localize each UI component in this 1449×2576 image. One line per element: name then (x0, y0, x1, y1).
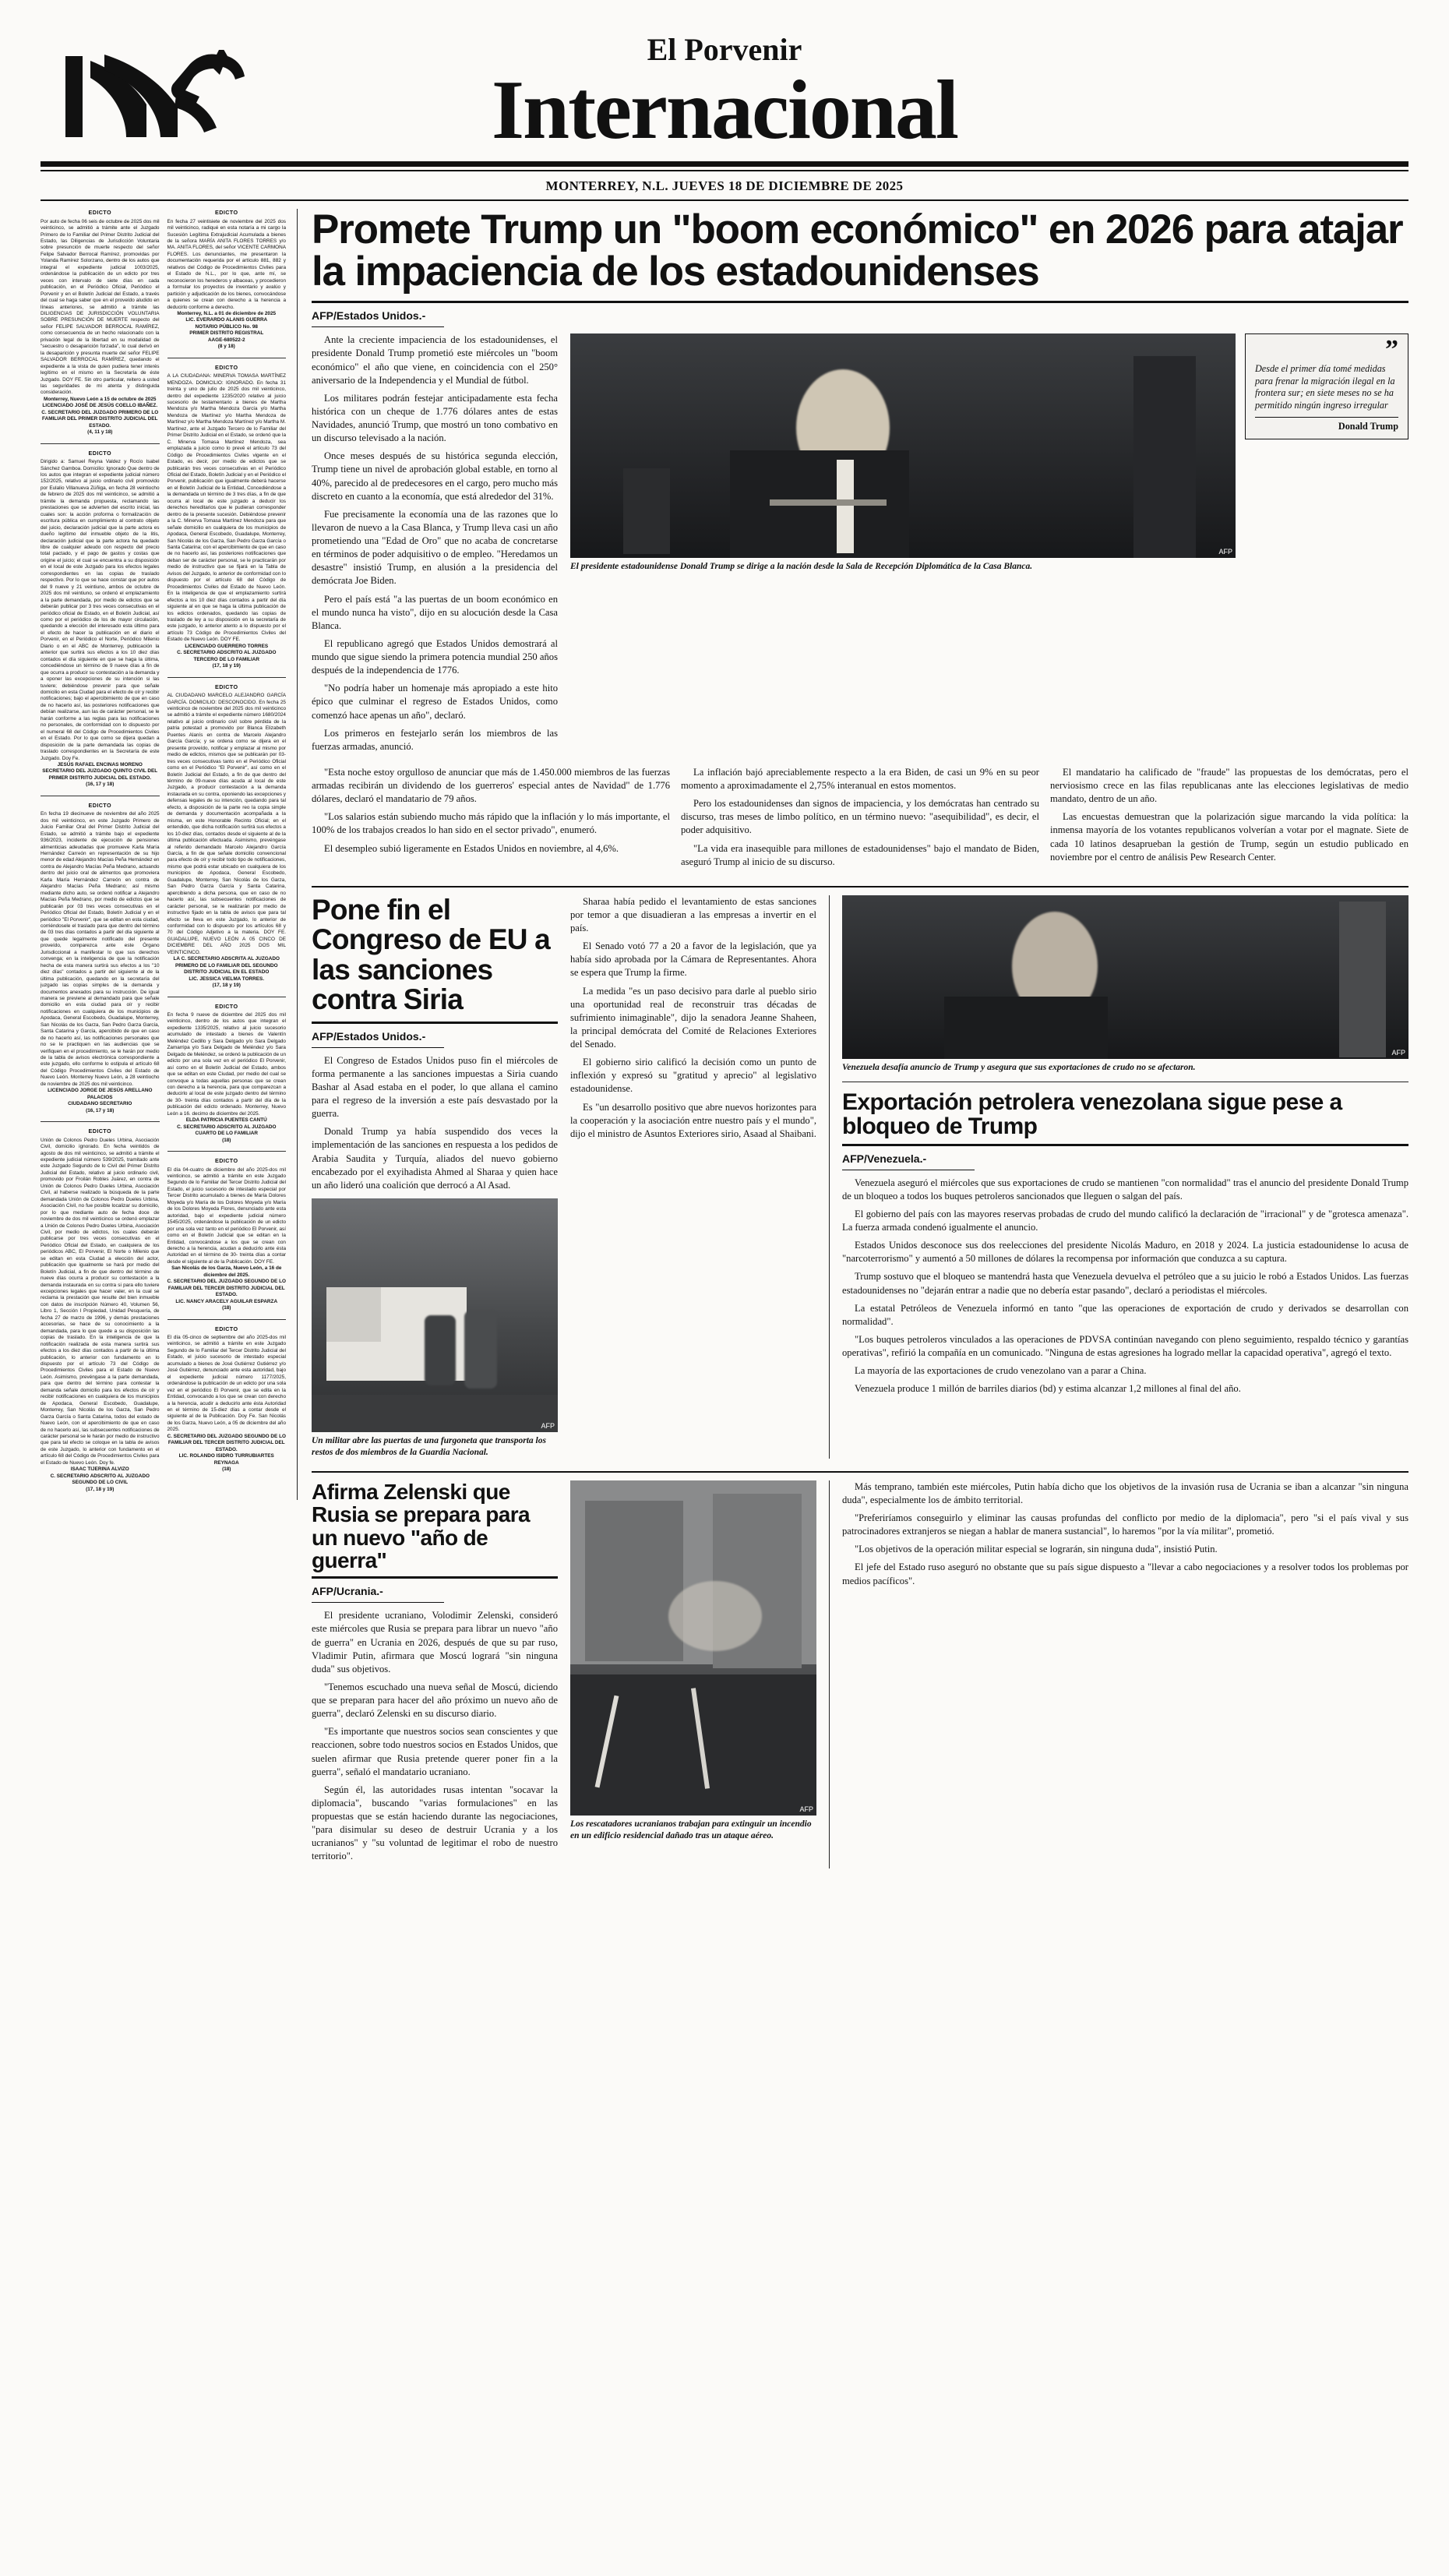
paragraph: Es "un desarrollo positivo que abre nuevos horizontes para la cooperación y la asociación entre nuestro país y el mundo", dijo el ministro de Asuntos Exteriores sirio, Asaad al Shaibani. (570, 1101, 816, 1139)
legal-footer-line: LICENCIADO JORGE DE JESÚS ARELLANO PALACIOS (48, 1088, 153, 1100)
paragraph: Según él, las autoridades rusas intentan "socavar la diplomacia", buscando "varias formulaciones" en las propuestas que se están haciendo durante las negociaciones, "para disimular su deseo de destruir Ucrania y a los ucranianos" y "su voluntad de legitimar el robo de nuestro territorio". (312, 1784, 558, 1862)
legal-body: En fecha 19 diecinueve de noviembre del año 2025 dos mil veinticinco, en este Juzgado Primero de Juicio Familiar Oral del Primer Distrito Judicial del Estado, se admitió a trámite bajo el expediente 936/2023, incidente de ejecución de pensiones alimenticias adeudadas que promueve Karla María Hernández Carreón en representación de su hijo menor de edad Alejandro Macías Peña Hernández en contra de Alejandro Macías Peña Medrano, actuando dentro del juicio oral de alimentos que promoviera Karla María Hernández Carreón en contra de Alejandro Macías Peña Medrano; así mismo mediante dicho auto, se ordenó notificar a Alejandro Macías Peña Medrano, por medio de edictos que se publicarán por 03 tres veces consecutivas en el Periódico Oficial del Estado, Boletín Judicial y en el periódico "El Porvenir", que se editan en esta ciudad, corriéndosele el traslado para que dentro del término de 03 tres días contados a partir del día siguiente al que quede legalmente notificado del presente proveído, comparezca ante este Órgano Jurisdiccional a manifestar lo que sus derechos convenga; en la inteligencia de que la notificación hecha de esta manera surtirá sus efectos a los "10 diez días" contados a partir del siguiente al de la última publicación, quedando en la secretaría del juzgado las copias simples de la demanda y documentos anexados para su instrucción. De igual manera se previene al demandado para que señale domicilio en esta ciudad para oír y recibir notificaciones en cualquiera de los municipios de Apodaca, General Escobedo, Guadalupe, Monterrey, San Nicolás de los Garza, San Pedro Garza García, Santa Catarina y García, apercibido de que en caso de no hacerlo así, las notificaciones personales que no se le practiquen en las audiencias que se verifiquen en el procedimiento, se le harán por medio de la tabla de avisos electrónica correspondiente a este juzgado, ello conforme lo estipula el artículo 68 del Código Procedimientos Civiles del Estado de Nuevo León. Monterrey Nuevo León, a 28 veintiocho de noviembre de 2025 dos mil veinticinco. (41, 811, 160, 1087)
column (312, 766, 670, 873)
syria-byline: AFP/Estados Unidos.- (312, 1029, 426, 1043)
legal-body: Unión de Colonos Pedro Dueles Urbina, Asociación Civil, domicilio ignorado. En fecha veintidós de agosto de dos mil veinticinco, se admitió a trámite el expediente judicial número 539/2025, tramitado ante este Juzgado Segundo de lo Civil del Primer Distrito Judicial del Estado, relativo al juicio ordinario civil, promovido por Froilán Robles Juárez, en contra de Unión de Colonos Pedro Dueles Urbina, Asociación Civil, al haberse realizado la búsqueda de la parte demandada Unión de Colonos Pedro Dueles Urbina, Asociación Civil, no fue posible localizar su domicilio, por lo que mediante auto de fecha doce de noviembre de dos mil veinticinco se ordenó emplazar a Unión de Colonos Pedro Dueles Urbina, Asociación Civil, por medio de edictos, los cuales deberán publicarse por tres veces consecutivas en el Periódico Oficial del Estado, en cualquiera de los periódicos ABC, El Porvenir, El Norte o Milenio que se editan en esta Ciudad a elección del actor, publicación que igualmente se hará por medio del Boletín Judicial, a fin de que dentro del término de nueve días ocurra a producir su contestación a la demanda instaurada en su contra si para ello tuviere excepciones legales que hacer valer, en la cual se reclama la prestación que resulte del bien inmueble con datos de inscripción Número 40, Volumen 56, Libro 1, Sección I Propiedad, Unidad Pesquería, de fecha 27 de marzo de 1996, y demás prestaciones accesorias, se hace de su conocimiento a la demandada, para lo que quede a su disposición las copias de traslado. En la inteligencia de que la notificación realizada de esta manera surtirá sus efectos a los diez días contados a partir de la última publicación, lo anterior con fundamento en lo dispuesto por el artículo 73 del Código de Procedimientos Civiles para el Estado de Nuevo León. Asimismo, prevéngase a la parte demandada, para que dentro del término para contestar la demanda señale domicilio para los efectos de oír y recibir notificaciones en cualquiera de los municipios de Apodaca, General Escobedo, Guadalupe, Monterrey, San Nicolás de los Garza, San Pedro Garza García o Santa Catarina, todos del estado de Nuevo León, con el apercibimiento de que en caso de no hacerlo así, las subsecuentes notificaciones de carácter personal se le harán por medio de instructivo que para tal efecto se coloque en la tabla de avisos de este Juzgado, lo anterior con fundamento en el artículo 68 del Código de Procedimientos Civiles para el Estado de Nuevo León. Doy fe. (41, 1137, 160, 1466)
legal-footer-line: (18) (222, 1305, 231, 1311)
legal-heading: EDICTO (88, 209, 111, 217)
paragraph: Donald Trump ya había suspendido dos veces la implementación de las sanciones en respuesta a los pedidos de Arabia Saudita y Turquía, aliados del nuevo gobierno encabezado por el exyihadista Ahmed al Sharaa y quien hace un año lideró una coalición que derrocó a Al Asad. (312, 1126, 558, 1191)
legal-footer-line: ELDA PATRICIA PUENTES CANTÚ (185, 1117, 267, 1124)
paragraph: Ante la creciente impaciencia de los estadounidenses, el presidente Donald Trump prometió este miércoles un "boom económico" el año que viene, en coincidencia con el 250° aniversario de la Independencia y el Mundial de fútbol. (312, 334, 558, 386)
legal-footer-line: (18) (222, 1466, 231, 1473)
photo-credit: AFP (1218, 548, 1232, 556)
paragraph: El mandatario ha calificado de "fraude" las propuestas de los demócratas, pero el nerviosismo crece en las filas republicanas ante las elecciones legislativas de medio mandato, dentro de un año. (1050, 766, 1408, 805)
byline-rule (312, 1047, 444, 1048)
divider (167, 1319, 287, 1320)
legal-footer-line: (17, 18 y 19) (212, 663, 241, 669)
paragraph: Fue precisamente la economía una de las razones que lo llevaron de nuevo a la Casa Blanca, y Trump lleva casi un año prometiendo una "Edad de Oro" que no acaba de concretarse en términos de poder adquisitivo o de empleo. "Heredamos un desastre" insistió Trump, en alusión a la presidencia del demócrata Joe Biden. (312, 508, 558, 587)
legal-notice (41, 802, 160, 1114)
vertical-divider (829, 1480, 830, 1868)
legal-notice (167, 209, 287, 351)
legal-notice (167, 1157, 287, 1311)
legal-notice (41, 450, 160, 789)
headline-rule (842, 1144, 1408, 1146)
legal-footer-line: C. SECRETARIO DEL JUZGADO SEGUNDO DE LO FAMILIAR DEL TERCER DISTRITO JUDICIAL DEL ESTADO. (167, 1433, 286, 1452)
legal-body: En fecha 9 nueve de diciembre del 2025 dos mil veinticinco, dentro de los autos que integran el expediente 1335/2025, relativo al juicio sucesorio acumulado de intestado a bienes de Valentín Meléndez Cedillo y Sara Delgado y/o Sara Delgado Zamarripa y/o Sara Delgado de Meléndez y/o Sara Delgado de Meléndez, se ordenó la publicación de un edicto por una sola vez en el periódico El Porvenir, así como en el Boletín Judicial del Estado, ambos que se editan en este Ciudad, por medio del cual se convoque a todas aquellas personas que se crean con derecho a la herencia, para que comparezcan a deducirlo al local de este juzgado dentro del término de 30- treinta días contados a partir del día de la publicación del edicto ordenado. Monterrey, Nuevo León a 16. decimo de diciembre del 2025. (167, 1012, 286, 1117)
third-section (312, 1471, 1408, 1868)
main-lead-column (312, 333, 558, 758)
legal-heading: EDICTO (215, 683, 238, 690)
brand-title: Internacional (491, 64, 957, 157)
legal-footer-line: Monterrey, Nuevo León a 15 de octubre de 2025 (44, 396, 157, 402)
legal-heading: EDICTO (88, 801, 111, 809)
paragraph: El jefe del Estado ruso aseguró no obstante que su país sigue dispuesto a "llevar a cabo negociaciones y a resolver todos los problemas por medios pacíficos". (842, 1561, 1408, 1586)
photo-credit: AFP (1391, 1048, 1405, 1057)
paragraph: El Congreso de Estados Unidos puso fin el miércoles de forma permanente a las sanciones impuestas a Siria cuando Bashar al Asad estaba en el poder, lo que allana el camino para el regreso de la inversión a este país desvastado por la guerra. (312, 1054, 558, 1120)
paragraph: Estados Unidos desconoce sus dos reelecciones del presidente Nicolás Maduro, en 2018 y 2024. La justicia estadounidense lo acusa de "narcoterrorismo" y aumentó a 50 millones de dólares la recompensa por información que conduzca a su captura. (842, 1240, 1408, 1265)
masthead (41, 31, 1408, 201)
column (1050, 766, 1408, 873)
legal-body: AL CIUDADANO MARCELO ALEJANDRO GARCÍA GARCÍA. DOMICILIO: DESCONOCIDO. En fecha 25 veinticinco de noviembre del 2025 dos mil veinticinco se admitió a trámite el expediente número 1680/2024 relativo al juicio ordinario civil sobre pérdida de la patria potestad a promovido por Blanca Elizabeth Puentes Alanís en contra de Marcelo Alejandro García García; y se ordena como se dijera en el presente proveído, notificar y emplazar al mismo por medio de edictos, mismos que se publicarán por 03-tres veces consecutivas tanto en el Periódico Oficial como en el Periódico "El Porvenir", así como en el Boletín Judicial del Estado, a fin de que dentro del término de 09-nueve días acuda al local de este Juzgado, a producir contestación a la demanda instaurada en su contra, oponiendo las excepciones y defensas legales de su intención, quedando para tal efecto, a disposición de la parte reo la copia simple de demanda y documentación acompañada a la misma, en este Honorable Recinto Oficial; en el entendido, que dicha notificación surtirá sus efectos a los 10-diez días, contados desde el siguiente al de la última publicación efectuada. Asimismo, prevéngase al referido demandado Marcelo Alejandro García García, a fin de que señale domicilio convencional para efecto de oír y recibir todo tipo de notificaciones, mismo que podrá estar ubicado en cualquiera de los municipios de Apodaca, General Escobedo, Guadalupe, Monterrey, San Nicolás de los Garza, San Pedro Garza García y Santa Catarina, apercibiendo a dicha persona, que en caso de no hacerlo así, las subsecuentes notificaciones de carácter personal, se le realizarán por medio de instructivo fijado en la tabla de avisos que para tal efecto se lleva en este Juzgado, lo anterior de conformidad con lo dispuesto por los artículos 68 y 70 del Código Adjetivo a la materia. DOY FE. GUADALUPE, NUEVO LEÓN A 05 CINCO DE DICIEMBRE DEL AÑO 2025 DOS MIL VEINTICINCO. (167, 693, 286, 955)
main-photo-block (570, 333, 1408, 758)
byline-rule (312, 1602, 444, 1603)
legal-footer-line: JESÚS RAFAEL ENCINAS MORENO (57, 761, 143, 768)
paragraph: "Tenemos escuchado una nueva señal de Moscú, diciendo que se preparan para hacer del año próximo un nuevo año de guerra", declaró Zelenski en su discurso diario. (312, 1681, 558, 1720)
article-zelenski (312, 1480, 558, 1868)
masthead-rule (41, 161, 1408, 167)
article-syria (312, 895, 558, 1459)
legal-body: El día 05-cinco de septiembre del año 2025-dos mil veinticinco, se admitió a trámite en este Juzgado Segundo de lo Familiar del Tercer Distrito Judicial del Estado, el juicio sucesorio de intestado especial acumulado a bienes de José Gutiérrez Gutiérrez y/o José Gutiérrez, denunciado ante esta autoridad, bajo el expediente judicial número 1177/2025, ordenándose la publicación de un edicto por una sola vez en el periódico El Porvenir, que se edita en la Entidad, convocando a los que se crean con derecho a la herencia, acudir a deducirlo ante ésta Autoridad en el término de 15-diez días a contar desde el siguiente al de la Publicación. Doy Fe. San Nicolás de los Garza, Nuevo León, a 05 de diciembre del año 2025. (167, 1335, 286, 1433)
legal-footer-line: (17, 18 y 19) (86, 1486, 115, 1492)
legal-footer-line: C. SECRETARIO DEL JUZGADO PRIMERO DE LO FAMILIAR DEL PRIMER DISTRITO JUDICIAL DEL ESTADO. (41, 409, 159, 429)
paragraph: El desempleo subió ligeramente en Estados Unidos en noviembre, al 4,6%. (324, 842, 619, 854)
paragraph: Los militares podrán festejar anticipadamente esta fecha histórica con un cheque de 1.776 dólares antes de estas Navidades, anunció Trump, que mostró un tono combativo en un discurso televisado a la nación. (312, 392, 558, 444)
syria-photo-caption: Un militar abre las puertas de una furgoneta que transporta los restos de dos miembros de la Guardia Nacional. (312, 1435, 546, 1457)
paragraph: El presidente ucraniano, Volodimir Zelenski, consideró este miércoles que Rusia se prepara para librar un nuevo "año de guerra" en Ucrania en 2026, después de que su par ruso, Vladimir Putin, afirmara que Moscú logrará "sin ninguna duda" sus objetivos. (312, 1610, 558, 1674)
legal-notice (167, 1003, 287, 1145)
divider (41, 1121, 160, 1122)
zelenski-photo-caption: Los rescatadores ucranianos trabajan para extinguir un incendio en un edificio residencial dañado tras un ataque aéreo. (570, 1819, 812, 1840)
paragraph: La estatal Petróleos de Venezuela informó en tanto "que las operaciones de exportación de crudo y derivados se desarrollan con normalidad". (842, 1302, 1408, 1327)
legal-column-right (167, 209, 287, 1500)
second-section (312, 886, 1408, 1459)
legal-footer-line: PRIMER DISTRITO REGISTRAL (189, 330, 264, 337)
main-byline: AFP/Estados Unidos.- (312, 309, 426, 323)
legal-footer-line: (8 y 18) (217, 344, 235, 350)
legal-footer-line: (17, 18 y 19) (212, 983, 241, 989)
paragraph: Venezuela produce 1 millón de barriles diarios (bd) y estima alcanzar 1,2 millones al final del año. (855, 1383, 1241, 1395)
quote-icon: ” (1385, 335, 1398, 365)
legal-heading: EDICTO (215, 209, 238, 217)
paragraph: Las encuestas demuestran que la polarización sigue marcando la vida política: la inmensa mayoría de los votantes republicanos volverían a votar por el magnate. Siete de cada 10 latinos desaprueban la gestión de Trump, según un estudio publicado en noviembre por el centro de análisis Pew Research Center. (1050, 811, 1408, 863)
legal-heading: EDICTO (215, 1157, 238, 1165)
legal-footer-line: C. SECRETARIO ADSCRITO AL JUZGADO SEGUNDO DE LO CIVIL (50, 1473, 150, 1486)
trump-speech-photo (570, 333, 1236, 558)
headline-rule (312, 1022, 558, 1024)
paragraph: Más temprano, también este miércoles, Putin había dicho que los objetivos de la invasión rusa de Ucrania se iban a alcanzar "sin ninguna duda", especialmente los de ámbito territorial. (842, 1480, 1408, 1505)
legal-footer-line: LIC. ROLANDO ISIDRO TURRUBIARTES REYNAGA (178, 1453, 274, 1466)
paragraph: El Senado votó 77 a 20 a favor de la legislación, que ya había sido aprobada por la Cámara de Representantes. Ahora se espera que Trump la firme. (570, 940, 816, 979)
main-photo-caption: El presidente estadounidense Donald Trump se dirige a la nación desde la Sala de Recepción Diplomática de la Casa Blanca. (570, 562, 1033, 572)
paragraph: La inflación bajó apreciablemente respecto a la era Biden, de casi un 9% en su peor momento a aproximadamente el 2,75% interanual en estos momentos. (681, 766, 1039, 791)
paragraph: "La vida era inasequible para millones de estadounidenses" bajo el mandato de Biden, aseguró Trump al inicio de su discurso. (681, 842, 1039, 867)
zelenski-byline: AFP/Ucrania.- (312, 1585, 383, 1598)
syria-headline: Pone fin el Congreso de EU a las sanciones contra Siria (312, 893, 550, 1016)
byline-rule (312, 326, 444, 327)
legal-notice (167, 683, 287, 990)
legal-heading: EDICTO (88, 1127, 111, 1135)
paragraph: "Es importante que nuestros socios sean conscientes y que reaccionen, sobre todo nuestros socios en Estados Unidos, que suelen afirmar que Rusia pretende querer poner fin a la guerra", señaló el mandatario ucraniano. (312, 1726, 558, 1777)
paragraph: "Preferiríamos conseguirlo y eliminar las causas profundas del conflicto por medio de la diplomacia", pero "si el país vival y sus patrocinadores extranjeros se niegan a hablar de manera sustancial", lo haremos "por la vía militar", prometió. (842, 1512, 1408, 1537)
legal-footer-line: Monterrey, N.L. a 01 de diciembre de 2025 (177, 311, 277, 316)
legal-column-left (41, 209, 160, 1500)
divider (41, 443, 160, 444)
photo-credit: AFP (799, 1805, 813, 1813)
paragraph: "Esta noche estoy orgulloso de anunciar que más de 1.450.000 miembros de las fuerzas armadas recibirán un dividendo de los guerreros' especial antes de Navidad" de 1.776 dólares, declaró el mandatario de 79 años. (312, 766, 670, 805)
zelenski-photo-column (570, 1480, 816, 1868)
paragraph: El gobierno del país con las mayores reservas probadas de crudo del mundo calificó la declaración de "irracional" y de "grotesca amenaza". La fuerza armada condenó igualmente el anuncio. (842, 1208, 1408, 1233)
legal-body: Dirigido a: Samuel Reyna Valdez y Rocío Isabel Sánchez Gamboa. Domicilio: Ignorado Que dentro de los autos que integran el expediente judicial número 152/2025, relativo al juicio ordinario civil promovido por Eulalio Villanueva Zúñiga, en fecha 28 veintiocho de febrero de 2025 dos mil veinticinco, se admitió a trámite la demanda propuesta, reclamando las prestaciones que se advierten del escrito inicial, las cuales son: la acción proforma o formalización de escritura pública en cumplimiento al contrato objeto del juicio, declaración judicial que la parte actora es dueño legítimo del inmueble objeto de la litis, declaración judicial que la parte actora ha quedado libre de cualquier adeudo con respecto del precio total pactado, y el pago de gastos y costas que origine el juicio; el cual se encuentra a su disposición en el local de este Juzgado para los efectos legales correspondientes en las copias de traslado respectivo. Por lo que se hace constar que por autos del 9 nueve y 21 veintiuno, ambos de octubre de 2025 dos mil veintiuno, se ordenó el emplazamiento a la parte demandada, por medio de edictos que se deberán publicar por 3 tres veces consecutivas en el periódico oficial de Estado, en el Boletín Judicial, así como por el periódico de los de mayor circulación, quedando a elección del interesado esta último para el efecto de hacer la publicación en el diario el Porvenir, en el Periódico el Norte, Periódico Milenio Diario o en el ABC de Monterrey, publicación la anterior que surtirá sus efectos a los 10 diez días contados el día siguiente en que se haga la última, concediéndose un término de 9 nueve días a fin de que ocurra a producir su contestación a la demanda y a oponer las excepciones de su intención si las tuviere; debiéndose prevenir para que señale domicilio en esta Ciudad para el efecto de oír y recibir notificaciones; bajo el apercibimiento de que en caso de no hacerlo así, las posteriores notificaciones que debían realizarse, aun las de carácter personal, se le harán conforme a las reglas para las notificaciones no personales, de conformidad con lo dispuesto por el numeral 68 del Código de Procedimientos Civiles en el Estado. Por lo que como se dijera quedan a disposición de la parte demandada las copias de traslado correspondientes en la Secretaría de este Juzgado. Doy Fe. (41, 459, 160, 761)
legal-footer-line: NOTARIO PÚBLICO No. 98 (195, 323, 258, 330)
pullquote-attribution: Donald Trump (1255, 417, 1398, 432)
zelenski-continuation-column (842, 1480, 1408, 1868)
paragraph: El gobierno sirio calificó la decisión como un punto de inflexión y expresó su "gratitud y aprecio" al legislativo estadounidense. (570, 1057, 816, 1095)
paragraph: Trump sostuvo que el bloqueo se mantendrá hasta que Venezuela devuelva el petróleo que a su juicio le robó a Estados Unidos. Las fuerzas estadounidenses no "dejarán entrar a nadie que no debería estar pasando", declaró a periodistas el miércoles. (842, 1271, 1408, 1296)
paragraph: "Los salarios están subiendo mucho más rápido que la inflación y lo más importante, el 100% de los trabajos creados lo han sido en el sector privado", enumeró. (312, 811, 670, 836)
paragraph: La medida "es un paso decisivo para darle al pueblo sirio una oportunidad real de reconstruir tras décadas de sufrimiento inimaginable", dijo la senadora Jeanne Shaheen, la principal demócrata del Comité de Relaciones Exteriores del Senado. (570, 985, 816, 1050)
national-guard-photo (312, 1198, 558, 1432)
headline-rule (312, 1576, 558, 1579)
syria-continuation-column (570, 895, 816, 1459)
firefighters-photo (570, 1480, 816, 1816)
main-headline: Promete Trump un "boom económico" en 2026 para atajar la impaciencia de los estadounidenses (312, 206, 1403, 295)
paragraph: Sharaa había pedido el levantamiento de estas sanciones por temor a que disuadieran a las empresas a invertir en el país. (570, 895, 816, 933)
paragraph: "No podría haber un homenaje más apropiado a este hito épico que culminar el regreso de Estados Unidos, como comenzó hace apenas un año", declaró. (312, 683, 558, 721)
legal-footer-line: LIC. EVERARDO ALANIS GUERRA (185, 317, 268, 323)
legal-notice (41, 1127, 160, 1493)
legal-heading: EDICTO (88, 449, 111, 457)
legal-footer-line: CIUDADANO SECRETARIO (68, 1101, 132, 1107)
paragraph: Pero los estadounidenses dan signos de impaciencia, y los demócratas han centrado su discurso, tras meses de limbo político, en un término nuevo: "asequibilidad", es decir, el poder adquisitivo. (681, 798, 1039, 836)
pullquote (1245, 333, 1408, 439)
column (681, 766, 1039, 873)
legal-body: Por auto de fecha 06 seis de octubre de 2025 dos mil veinticinco, se admitió a trámite ante el Juzgado Primero de lo Familiar del Primer Distrito Judicial del Estado, las Diligencias de Jurisdicción Voluntaria sobre presunción de muerte respecto del señor Felipe Salvador Berrocal Ramírez, promovidas por Yolanda Ramírez Solorzano, dentro de los autos que integral el expediente judicial 1003/2025, ordenándose la publicación de un edicto por tres veces con intervalo de siete días en cada publicación, en el Periódico Oficial, Periódico el Porvenir y en el Boletín Judicial del Estado, a través del cual se haga saber que en el proveído aludido en líneas anteriores, se admitió a trámite las DILIGENCIAS DE JURISDICCIÓN VOLUNTARIA SOBRE PRESUNCIÓN DE MUERTE respecto del señor FELIPE SALVADOR BERROCAL RAMÍREZ, como consecuencia de un hecho relacionado con la privación legal de la libertad en su modalidad de "secuestro o desaparición forzada", lo cual derivó en la desaparición y presunta muerte del señor FELIPE SALVADOR BERROCAL RAMÍREZ, quedando el expediente a la vista de quien pudiera tener interés legítimo en el mismo en la Secretaría de éste Juzgado. DOY FE. Sin otro particular, reitero a usted las seguridades de mi atenta y distinguida consideración. (41, 218, 160, 396)
legal-footer-line: (4, 11 y 18) (87, 429, 113, 436)
legal-footer-line: San Nicolás de los Garza, Nuevo León, a 16 de diciembre del 2025. (171, 1265, 282, 1278)
pullquote-text: Desde el primer día tomé medidas para frenar la migración ilegal en la frontera sur; en siete meses no se ha permitido ningún ingreso irregular (1255, 362, 1395, 411)
legal-body: A LA CIUDADANA: MINERVA TOMASA MARTÍNEZ MENDOZA. DOMICILIO: IGNORADO. En fecha 31 treinta y uno de julio de 2025 dos mil veinticinco, dentro del expediente 1235/2020 relativo al juicio sucesorio de testamentario a bienes de Martha Mendoza y/o Martha Mendoza García y/o Martha Mendoza de Martínez y/o Martha Mendoza de Martínez y/o Martha Mendoza Martínez y/o Martha M. Martínez, ante el Juzgado Tercero de lo Familiar del Primer Distrito Judicial en el Estado, se ordenó que la C. Minerva Tomasa Martínez Mendoza, sea emplazada a juicio como lo prevé el artículo 73 del Código de Procedimientos Civiles vigente en el Estado, es decir, por medio de edictos que se publicarán tres veces consecutivas en el Periódico Oficial del Estado, Boletín Judicial y en el Periódico el Porvenir, publicación que igualmente deberá hacerse en el Boletín Judicial de la Entidad, Concediéndose a la demandada un término de 3 tres días, a fin de que ocurra al local de este juzgado a deducir los derechos hereditarios que le pudieran corresponder dentro de la presente sucesión. Debiéndose prevenir a la C. Minerva Tomasa Martínez Mendoza para que señale domicilio en cualquiera de los municipios de Apodaca, General Escobedo, Guadalupe, Monterrey, San Nicolás de los Garza, San Pedro Garza García o Santa Catarina; con el apercibimiento de que en caso de no hacerlo así, las posteriores notificaciones que deban ser de carácter personal, se le practicarán por medio de instructivo que se fijará en la Tabla de Avisos del Juzgado, lo anterior de conformidad con lo dispuesto por el artículo 68 del Código de Procedimientos Civiles del Estado de Nuevo León. En la inteligencia de que el emplazamiento surtirá efectos a los 10 diez días contados a partir del día siguiente al en que se haga la última publicación de los edictos ordenados, quedando las copias de traslado de ley a su disposición en la secretaría de este juzgado, lo anterior atento a lo dispuesto por el artículo 73 Código de Procedimientos Civiles del Estado de Nuevo León. DOY FE. (167, 373, 286, 643)
venezuela-headline: Exportación petrolera venezolana sigue pese a bloqueo de Trump (842, 1089, 1342, 1140)
legal-footer-line: LICENCIADO GUERRERO TORRES (185, 643, 269, 649)
legal-notice (167, 1325, 287, 1473)
legal-body: El día 04-cuatro de diciembre del año 2025-dos mil veinticinco, se admitió a trámite en este Juzgado Segundo de lo Familiar del Tercer Distrito Judicial del Estado, el juicio sucesorio de intestado especial por Tercer Distrito acumulado a bienes de María Dolores Moyeda y/o María de los Dolores Moyeda y/o María de los Dolores Moyeda Flores, denunciado ante esta autoridad, bajo el expediente judicial número 1545/2025, ordenándose la publicación de un edicto por una sola vez tanto en el periódico El Porvenir, así como en el Boletín Judicial que se editan en la Entidad, convocándose a los que se crean con derecho a la herencia, acudan a deducirlo ante ésta Autoridad en el término de 30- treinta días a contar desde el siguiente al de la Publicación. DOY FE. (167, 1166, 286, 1265)
legal-footer-line: (18) (222, 1137, 231, 1143)
legal-footer-line: LA C. SECRETARIO ADSCRITA AL JUZGADO PRIMERO DE LO FAMILIAR DEL SEGUNDO DISTRITO JUDICIAL EN EL ESTADO (173, 956, 280, 976)
legal-heading: EDICTO (215, 363, 238, 371)
legal-footer-line: AAGE-680522-2 (207, 337, 245, 343)
paragraph: El republicano agregó que Estados Unidos demostrará al mundo que sigue siendo la primera potencia mundial 250 años después de la independencia de 1776. (312, 637, 558, 676)
paragraph: "Los objetivos de la operación militar especial se lograrán, sin ninguna duda", insistió Putin. (855, 1544, 1218, 1555)
divider (167, 677, 287, 678)
paragraph: "Los buques petroleros vinculados a las operaciones de PDVSA continúan navegando con pleno seguimiento, respaldo técnico y garantías operativas", refirió la compañía en un comunicado. "Ninguna de estas agresiones ha logrado mellar la capacidad operativa", agregó el texto. (842, 1333, 1408, 1359)
horse-logo-icon (59, 50, 254, 143)
legal-footer-line: (16, 17 y 18) (86, 782, 115, 788)
legal-notices-section (41, 209, 298, 1500)
headline-rule (312, 301, 1408, 303)
article-main (312, 206, 1408, 873)
paragraph: Once meses después de su histórica segunda elección, Trump tiene un nivel de aprobación global estable, en torno al 40%, parecido al de predecesores en el cargo, pero mucho más discreto en cuanto a la economía, que está alrededor del 31%. (312, 450, 558, 502)
legal-footer-line: LIC. NANCY ARACELY AGUILAR ESPARZA (175, 1298, 278, 1304)
main-article-lower-columns (312, 766, 1408, 873)
legal-notice (41, 209, 160, 436)
legal-body: En fecha 27 veintisiete de noviembre del 2025 dos mil veinticinco, radiqué en esta notaría a mi cargo la Sucesión Legítima Extrajudicial Acumulada a bienes de la señora MARÍA ANITA FLORES TORRES y/o MA. ANITA FLORES, del señor VICENTE CARMONA FLORES. Los denunciantes, me presentaron la documentación requerida por el artículo 881, 882 y relativos del Código de Procedimientos Civiles para el Estado de N.L., por lo que, ante mí, se reconocieron los herederos y albaceas, y procedieron a formular los proyectos de inventario y avalúo y partición y adjudicación de los bienes, convocándose a quienes se crean con derecho a la herencia a deducirlo conforme a derecho. (167, 218, 286, 310)
venezuela-byline: AFP/Venezuela.- (842, 1152, 927, 1165)
divider (167, 1151, 287, 1152)
paragraph: Los primeros en festejarlo serán los miembros de las fuerzas armadas, anunció. (312, 727, 558, 752)
legal-heading: EDICTO (215, 1002, 238, 1010)
legal-footer-line: C. SECRETARIO ADSCRITO AL JUZGADO TERCERO DE LO FAMILIAR (177, 650, 277, 662)
venezuela-photo-caption: Venezuela desafía anuncio de Trump y asegura que sus exportaciones de crudo no se afectaron. (842, 1062, 1196, 1072)
legal-footer-line: SECRETARIO DEL JUZGADO QUINTO CIVIL DEL PRIMER DISTRITO JUDICIAL DEL ESTADO. (42, 768, 158, 781)
legal-heading: EDICTO (215, 1325, 238, 1332)
dateline-rule (41, 199, 1408, 201)
paragraph: Pero el país está "a las puertas de un boom económico en el mundo nunca ha visto", dijo en su alocución desde la Casa Blanca. (312, 593, 558, 631)
legal-footer-line: ISAAC TIJERINA ALVIZO (70, 1466, 129, 1473)
brand-subtitle: El Porvenir (647, 32, 802, 67)
legal-footer-line: (16, 17 y 18) (86, 1107, 115, 1113)
dateline: MONTERREY, N.L. JUEVES 18 DE DICIEMBRE DE 2025 (545, 178, 904, 194)
vertical-divider (829, 895, 830, 1459)
photo-credit: AFP (541, 1421, 555, 1430)
paragraph: La mayoría de las exportaciones de crudo venezolano van a parar a China. (855, 1365, 1147, 1377)
legal-footer-line: C. SECRETARIO DEL JUZGADO SEGUNDO DE LO FAMILIAR DEL TERCER DISTRITO JUDICIAL DEL ESTADO. (167, 1279, 286, 1298)
zelenski-headline: Afirma Zelenski que Rusia se prepara para un nuevo "año de guerra" (312, 1479, 530, 1572)
legal-footer-line: LIC. JESSICA VIELMA TORRES. (189, 976, 265, 982)
legal-notice (167, 364, 287, 670)
legal-footer-line: C. SECRETARIO ADSCRITO AL JUZGADO CUARTO DE LO FAMILIAR (177, 1124, 277, 1137)
maduro-photo (842, 895, 1408, 1059)
paragraph: Venezuela aseguró el miércoles que sus exportaciones de crudo se mantienen "con normalidad" tras el anuncio del presidente Donald Trump de un bloqueo a todos los buques petroleros sancionados que lleguen o salgan del país. (842, 1177, 1408, 1202)
article-venezuela (842, 895, 1408, 1459)
news-section (298, 206, 1408, 1868)
legal-footer-line: LICENCIADO JOSÉ DE JESÚS COELLO IBAÑEZ. (42, 403, 158, 409)
